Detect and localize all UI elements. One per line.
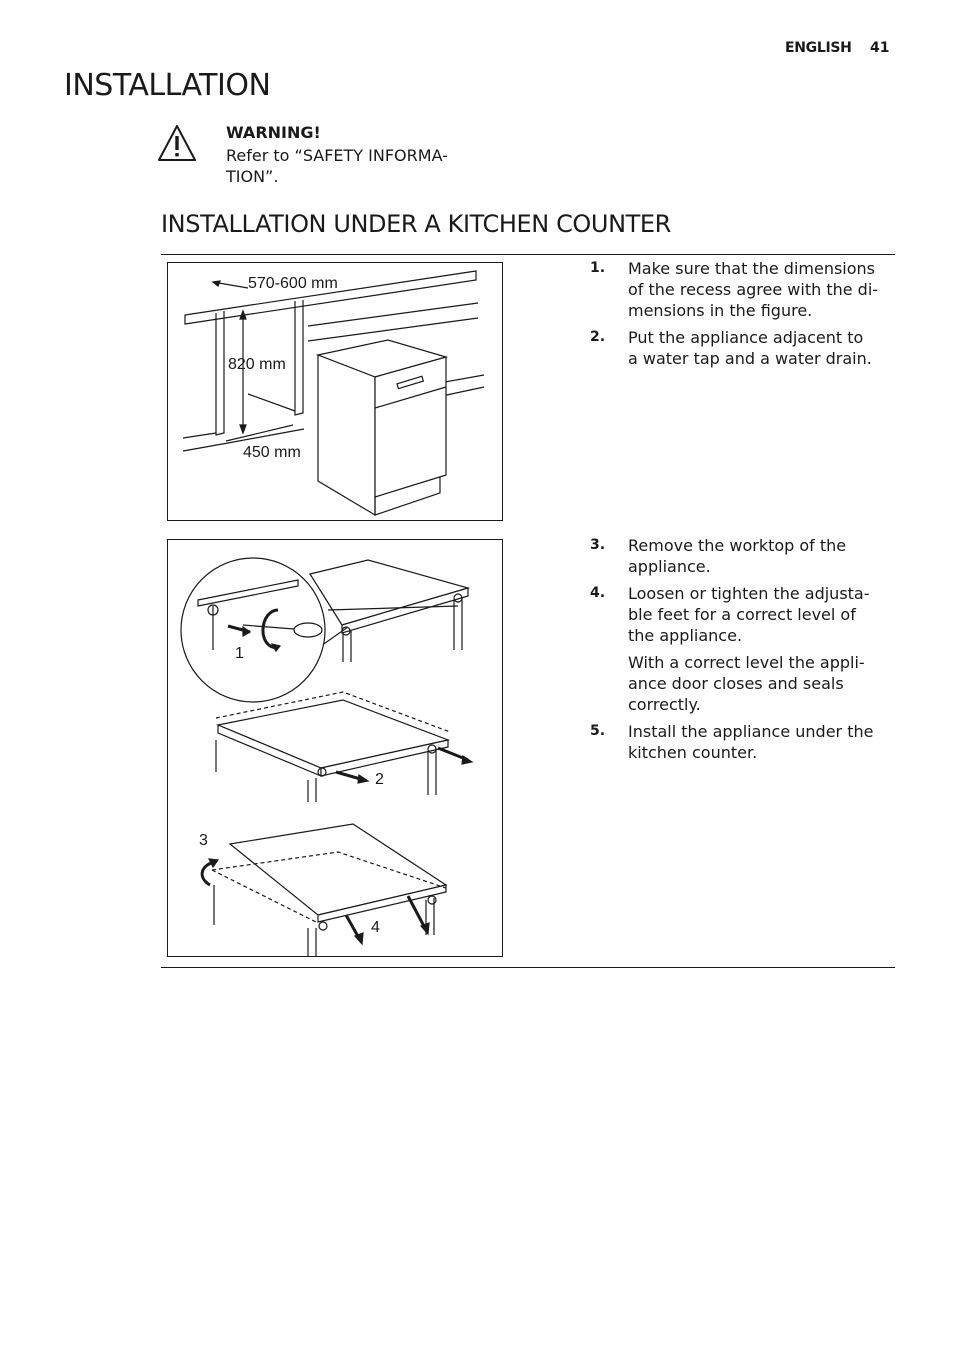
section-bottom-rule (161, 967, 895, 968)
step-note-line: correctly. (628, 695, 701, 714)
warning-triangle-icon (157, 124, 197, 162)
step-text-line: the appliance. (628, 626, 743, 645)
step-item (590, 721, 873, 763)
step-label-2: 2 (375, 771, 384, 788)
step-number: 1. (590, 260, 606, 276)
step-note (628, 652, 873, 715)
page-number: 41 (870, 40, 890, 56)
step-text-line: Make sure that the dimensions (628, 259, 876, 278)
step-text-line: Install the appliance under the (628, 722, 874, 741)
section-title: INSTALLATION UNDER A KITCHEN COUNTER (161, 210, 671, 238)
step-text-line: a water tap and a water drain. (628, 349, 872, 368)
step-number: 3. (590, 537, 606, 553)
steps-list-1 (590, 258, 878, 375)
warning-text-line: Refer to “SAFETY INFORMA- (226, 146, 448, 165)
step-number: 2. (590, 329, 606, 345)
step-item (590, 327, 878, 369)
width-label: 570-600 mm (248, 275, 338, 292)
step-text-line: Remove the worktop of the (628, 536, 847, 555)
step-text-line: Put the appliance adjacent to (628, 328, 864, 347)
step-text-line: ble feet for a correct level of (628, 605, 856, 624)
worktop-adjustment-figure (167, 539, 503, 957)
step-label-3: 3 (199, 832, 208, 849)
step-note-line: With a correct level the appli- (628, 653, 865, 672)
warning-text-line: TION”. (226, 167, 279, 186)
section-top-rule (161, 254, 895, 255)
header-language: ENGLISH (785, 40, 852, 56)
page-title: INSTALLATION (64, 68, 271, 103)
step-text-line: mensions in the figure. (628, 301, 813, 320)
steps-list-2 (590, 535, 873, 769)
recess-dimensions-figure (167, 262, 503, 521)
warning-text (226, 145, 486, 187)
step-item (590, 258, 878, 321)
step-label-4: 4 (371, 919, 380, 936)
step-number: 4. (590, 585, 606, 601)
step-text-line: appliance. (628, 557, 711, 576)
step-number: 5. (590, 723, 606, 739)
step-item (590, 583, 873, 715)
height-label: 820 mm (228, 356, 286, 373)
step-text-line: kitchen counter. (628, 743, 758, 762)
step-item (590, 535, 873, 577)
step-text-line: of the recess agree with the di- (628, 280, 879, 299)
step-text-line: Loosen or tighten the adjusta- (628, 584, 870, 603)
step-label-1: 1 (235, 645, 244, 662)
step-note-line: ance door closes and seals (628, 674, 844, 693)
warning-title: WARNING! (226, 123, 321, 142)
depth-label: 450 mm (243, 444, 301, 461)
